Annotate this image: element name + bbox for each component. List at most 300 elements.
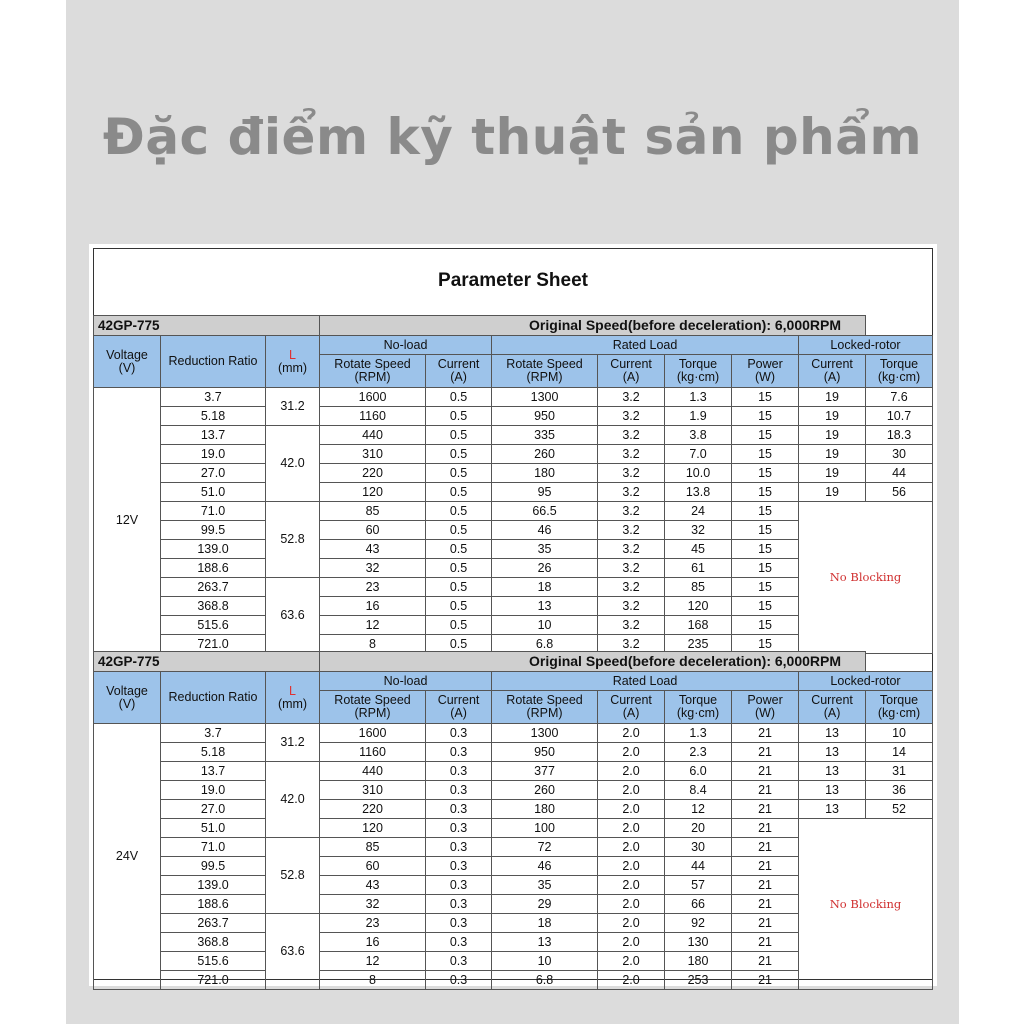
rated-power-cell: 21 [732, 933, 799, 952]
locked-torque-cell: 14 [866, 743, 933, 762]
rated-speed-cell: 29 [492, 895, 598, 914]
length-label: L [289, 683, 296, 698]
column-unit: (A) [823, 370, 841, 384]
noload-current-cell: 0.3 [426, 914, 492, 933]
rated-power-cell: 15 [732, 559, 799, 578]
page-title: Đặc điểm kỹ thuật sản phẩm [102, 108, 923, 166]
voltage-value: 24V [94, 724, 161, 990]
noload-current-cell: 0.3 [426, 933, 492, 952]
rated-torque-cell: 130 [665, 933, 732, 952]
noload-speed-cell: 85 [320, 502, 426, 521]
rated-load-header: Rated Load [492, 672, 799, 691]
table-row [94, 388, 933, 407]
noload-current-cell: 0.3 [426, 800, 492, 819]
column-unit: (W) [754, 370, 776, 384]
rated-torque-cell: 57 [665, 876, 732, 895]
rated-current-cell: 2.0 [598, 933, 665, 952]
original-speed: Original Speed(before deceleration): 6,000RPM [320, 652, 866, 672]
column-unit: (RPM) [354, 706, 391, 720]
model-name: 42GP-775 [94, 316, 320, 336]
rated-torque-cell: 1.3 [665, 388, 732, 407]
rated-speed-cell: 95 [492, 483, 598, 502]
voltage-label: Voltage [106, 347, 148, 362]
noload-speed-cell: 120 [320, 819, 426, 838]
noload-speed-cell: 1160 [320, 407, 426, 426]
noload-current-cell: 0.3 [426, 819, 492, 838]
length-cell: 52.8 [266, 838, 320, 914]
rated-speed-cell: 180 [492, 800, 598, 819]
table-row [94, 426, 933, 445]
rated-torque-cell: 253 [665, 971, 732, 990]
rated-current-cell: 2.0 [598, 876, 665, 895]
noload-speed-cell: 1600 [320, 388, 426, 407]
rated-current-cell: 2.0 [598, 914, 665, 933]
reduction-ratio-cell: 721.0 [161, 635, 266, 654]
noload-current-cell: 0.3 [426, 838, 492, 857]
rated-power-cell: 15 [732, 388, 799, 407]
column-label: Torque [678, 357, 718, 371]
table-row [94, 464, 933, 483]
noload-speed-cell: 12 [320, 616, 426, 635]
no-load-header: No-load [320, 672, 492, 691]
noload-current-cell: 0.5 [426, 521, 492, 540]
length-cell: 31.2 [266, 388, 320, 426]
reduction-ratio-header: Reduction Ratio [161, 672, 266, 724]
column-label: Current [610, 357, 652, 371]
column-unit: (kg·cm) [877, 370, 921, 384]
reduction-ratio-cell: 188.6 [161, 895, 266, 914]
table-row [94, 800, 933, 819]
rated-current-cell: 3.2 [598, 559, 665, 578]
locked-torque-cell: 10.7 [866, 407, 933, 426]
reduction-ratio-cell: 19.0 [161, 445, 266, 464]
noload-speed-cell: 23 [320, 914, 426, 933]
rated-torque-cell: 13.8 [665, 483, 732, 502]
locked-rotor-header: Locked-rotor [799, 336, 933, 355]
rated-torque-cell: 2.3 [665, 743, 732, 762]
table-row [94, 819, 933, 838]
locked-current-cell: 19 [799, 483, 866, 502]
rated-torque-cell: 61 [665, 559, 732, 578]
rated-current-cell: 3.2 [598, 426, 665, 445]
length-unit: (mm) [277, 360, 308, 375]
model-row [94, 316, 933, 336]
noload-speed-cell: 16 [320, 933, 426, 952]
rated-torque-cell: 66 [665, 895, 732, 914]
noload-current-cell: 0.5 [426, 407, 492, 426]
noload-speed-cell: 8 [320, 971, 426, 990]
no-load-header: No-load [320, 336, 492, 355]
parameter-table-12v [93, 315, 933, 654]
locked-current-cell: 13 [799, 743, 866, 762]
reduction-ratio-cell: 51.0 [161, 819, 266, 838]
column-unit: (RPM) [526, 706, 563, 720]
rated-rotate-speed-header [492, 355, 598, 388]
noload-speed-cell: 60 [320, 521, 426, 540]
column-label: Rotate Speed [506, 357, 583, 371]
noload-speed-cell: 23 [320, 578, 426, 597]
locked-current-cell: 19 [799, 388, 866, 407]
noload-speed-cell: 310 [320, 445, 426, 464]
table-row [94, 502, 933, 521]
rated-speed-cell: 335 [492, 426, 598, 445]
locked-torque-header [866, 355, 933, 388]
length-cell: 42.0 [266, 762, 320, 838]
voltage-header [94, 672, 161, 724]
rated-current-cell: 3.2 [598, 407, 665, 426]
locked-current-cell: 13 [799, 762, 866, 781]
reduction-ratio-cell: 368.8 [161, 597, 266, 616]
rated-current-cell: 3.2 [598, 540, 665, 559]
locked-torque-cell: 10 [866, 724, 933, 743]
noload-speed-cell: 8 [320, 635, 426, 654]
model-row [94, 652, 933, 672]
column-label: Current [811, 357, 853, 371]
column-label: Rotate Speed [334, 693, 411, 707]
voltage-value: 12V [94, 388, 161, 654]
length-cell: 31.2 [266, 724, 320, 762]
noload-current-cell: 0.5 [426, 578, 492, 597]
reduction-ratio-cell: 51.0 [161, 483, 266, 502]
noload-speed-cell: 120 [320, 483, 426, 502]
locked-current-cell: 13 [799, 781, 866, 800]
column-label: Current [610, 693, 652, 707]
rated-power-cell: 21 [732, 800, 799, 819]
noload-current-cell: 0.3 [426, 743, 492, 762]
rated-torque-cell: 20 [665, 819, 732, 838]
noload-speed-cell: 32 [320, 559, 426, 578]
original-speed: Original Speed(before deceleration): 6,000RPM [320, 316, 866, 336]
locked-current-cell: 13 [799, 724, 866, 743]
rated-torque-cell: 24 [665, 502, 732, 521]
noload-speed-cell: 60 [320, 857, 426, 876]
rated-torque-cell: 85 [665, 578, 732, 597]
rated-speed-cell: 10 [492, 616, 598, 635]
rated-speed-cell: 46 [492, 857, 598, 876]
rated-speed-cell: 100 [492, 819, 598, 838]
rated-torque-cell: 6.0 [665, 762, 732, 781]
rated-power-cell: 21 [732, 819, 799, 838]
rated-torque-cell: 235 [665, 635, 732, 654]
rated-current-cell: 3.2 [598, 578, 665, 597]
reduction-ratio-header: Reduction Ratio [161, 336, 266, 388]
rated-torque-cell: 32 [665, 521, 732, 540]
noload-current-cell: 0.5 [426, 540, 492, 559]
rated-current-cell: 2.0 [598, 724, 665, 743]
reduction-ratio-cell: 27.0 [161, 800, 266, 819]
noload-speed-cell: 220 [320, 800, 426, 819]
rated-power-cell: 21 [732, 971, 799, 990]
length-cell: 63.6 [266, 578, 320, 654]
locked-torque-cell: 30 [866, 445, 933, 464]
noload-current-header [426, 691, 492, 724]
noload-current-cell: 0.3 [426, 895, 492, 914]
rated-speed-cell: 18 [492, 914, 598, 933]
reduction-ratio-cell: 27.0 [161, 464, 266, 483]
reduction-ratio-cell: 721.0 [161, 971, 266, 990]
rated-speed-cell: 35 [492, 540, 598, 559]
length-header [266, 336, 320, 388]
noload-rotate-speed-header [320, 691, 426, 724]
locked-current-header [799, 691, 866, 724]
locked-rotor-header: Locked-rotor [799, 672, 933, 691]
noload-speed-cell: 16 [320, 597, 426, 616]
rated-power-cell: 21 [732, 743, 799, 762]
column-unit: (kg·cm) [676, 370, 720, 384]
rated-power-cell: 21 [732, 876, 799, 895]
rated-speed-cell: 260 [492, 781, 598, 800]
reduction-ratio-cell: 139.0 [161, 540, 266, 559]
rated-current-cell: 3.2 [598, 445, 665, 464]
noload-current-cell: 0.5 [426, 559, 492, 578]
table-row [94, 445, 933, 464]
noload-speed-cell: 310 [320, 781, 426, 800]
rated-torque-cell: 168 [665, 616, 732, 635]
noload-current-cell: 0.5 [426, 616, 492, 635]
rated-power-cell: 21 [732, 781, 799, 800]
column-label: Torque [879, 357, 919, 371]
rated-power-cell: 15 [732, 635, 799, 654]
rated-speed-cell: 26 [492, 559, 598, 578]
no-blocking-note: No Blocking [799, 502, 933, 654]
rated-current-header [598, 691, 665, 724]
noload-current-cell: 0.5 [426, 464, 492, 483]
rated-current-cell: 2.0 [598, 971, 665, 990]
rated-speed-cell: 377 [492, 762, 598, 781]
rated-speed-cell: 260 [492, 445, 598, 464]
locked-current-cell: 19 [799, 464, 866, 483]
rated-torque-cell: 120 [665, 597, 732, 616]
locked-torque-cell: 18.3 [866, 426, 933, 445]
rated-torque-cell: 44 [665, 857, 732, 876]
rated-torque-cell: 7.0 [665, 445, 732, 464]
reduction-ratio-cell: 515.6 [161, 616, 266, 635]
rated-load-header: Rated Load [492, 336, 799, 355]
rated-speed-cell: 18 [492, 578, 598, 597]
rated-power-cell: 15 [732, 464, 799, 483]
rated-current-cell: 3.2 [598, 388, 665, 407]
column-label: Torque [678, 693, 718, 707]
locked-torque-cell: 44 [866, 464, 933, 483]
reduction-ratio-cell: 263.7 [161, 578, 266, 597]
noload-current-cell: 0.3 [426, 971, 492, 990]
column-label: Current [437, 357, 480, 371]
rated-power-cell: 21 [732, 762, 799, 781]
rated-current-cell: 3.2 [598, 483, 665, 502]
reduction-ratio-cell: 368.8 [161, 933, 266, 952]
noload-speed-cell: 1600 [320, 724, 426, 743]
reduction-ratio-cell: 99.5 [161, 521, 266, 540]
rated-power-cell: 15 [732, 540, 799, 559]
rated-current-header [598, 355, 665, 388]
column-label: Current [437, 693, 480, 707]
no-blocking-note: No Blocking [799, 819, 933, 990]
rated-current-cell: 3.2 [598, 635, 665, 654]
column-unit: (W) [754, 706, 776, 720]
column-unit: (kg·cm) [676, 706, 720, 720]
length-cell: 52.8 [266, 502, 320, 578]
rated-power-cell: 15 [732, 407, 799, 426]
voltage-unit: (V) [118, 696, 136, 711]
rated-power-header [732, 355, 799, 388]
rated-current-cell: 2.0 [598, 857, 665, 876]
length-cell: 63.6 [266, 914, 320, 990]
rated-power-cell: 21 [732, 895, 799, 914]
noload-current-cell: 0.3 [426, 876, 492, 895]
rated-speed-cell: 950 [492, 743, 598, 762]
noload-speed-cell: 440 [320, 762, 426, 781]
rated-speed-cell: 13 [492, 597, 598, 616]
locked-torque-cell: 36 [866, 781, 933, 800]
rated-torque-cell: 12 [665, 800, 732, 819]
column-label: Rotate Speed [334, 357, 411, 371]
locked-current-cell: 19 [799, 426, 866, 445]
rated-current-cell: 3.2 [598, 502, 665, 521]
reduction-ratio-cell: 71.0 [161, 838, 266, 857]
noload-current-cell: 0.3 [426, 781, 492, 800]
rated-torque-cell: 10.0 [665, 464, 732, 483]
rated-current-cell: 2.0 [598, 895, 665, 914]
rated-torque-cell: 1.9 [665, 407, 732, 426]
noload-current-cell: 0.5 [426, 388, 492, 407]
rated-torque-cell: 92 [665, 914, 732, 933]
model-name: 42GP-775 [94, 652, 320, 672]
noload-current-cell: 0.3 [426, 857, 492, 876]
table-row [94, 781, 933, 800]
noload-current-cell: 0.5 [426, 502, 492, 521]
locked-torque-header [866, 691, 933, 724]
reduction-ratio-cell: 13.7 [161, 762, 266, 781]
reduction-ratio-cell: 99.5 [161, 857, 266, 876]
rated-speed-cell: 35 [492, 876, 598, 895]
rated-current-cell: 2.0 [598, 952, 665, 971]
rated-power-cell: 15 [732, 445, 799, 464]
noload-current-cell: 0.3 [426, 762, 492, 781]
noload-speed-cell: 220 [320, 464, 426, 483]
rated-speed-cell: 13 [492, 933, 598, 952]
length-unit: (mm) [277, 696, 308, 711]
rated-power-cell: 15 [732, 502, 799, 521]
noload-speed-cell: 1160 [320, 743, 426, 762]
noload-current-cell: 0.3 [426, 724, 492, 743]
column-unit: (A) [450, 706, 467, 720]
table-row [94, 483, 933, 502]
rated-speed-cell: 46 [492, 521, 598, 540]
rated-power-cell: 21 [732, 952, 799, 971]
rated-rotate-speed-header [492, 691, 598, 724]
column-unit: (A) [622, 370, 640, 384]
noload-speed-cell: 12 [320, 952, 426, 971]
rated-power-cell: 21 [732, 857, 799, 876]
noload-speed-cell: 43 [320, 876, 426, 895]
rated-torque-cell: 1.3 [665, 724, 732, 743]
rated-power-cell: 15 [732, 578, 799, 597]
table-row [94, 762, 933, 781]
length-header [266, 672, 320, 724]
reduction-ratio-cell: 19.0 [161, 781, 266, 800]
parameter-table-24v [93, 651, 933, 990]
noload-current-cell: 0.5 [426, 483, 492, 502]
reduction-ratio-cell: 3.7 [161, 388, 266, 407]
rated-torque-cell: 45 [665, 540, 732, 559]
reduction-ratio-cell: 263.7 [161, 914, 266, 933]
rated-power-cell: 21 [732, 838, 799, 857]
column-label: Current [811, 693, 853, 707]
voltage-label: Voltage [106, 683, 148, 698]
rated-current-cell: 3.2 [598, 464, 665, 483]
rated-torque-cell: 8.4 [665, 781, 732, 800]
rated-speed-cell: 66.5 [492, 502, 598, 521]
rated-current-cell: 3.2 [598, 521, 665, 540]
column-label: Rotate Speed [506, 693, 583, 707]
column-unit: (RPM) [526, 370, 563, 384]
rated-power-cell: 21 [732, 914, 799, 933]
rated-current-cell: 2.0 [598, 762, 665, 781]
locked-current-cell: 19 [799, 407, 866, 426]
locked-current-cell: 13 [799, 800, 866, 819]
reduction-ratio-cell: 13.7 [161, 426, 266, 445]
noload-speed-cell: 43 [320, 540, 426, 559]
column-unit: (A) [622, 706, 640, 720]
locked-torque-cell: 7.6 [866, 388, 933, 407]
rated-current-cell: 2.0 [598, 838, 665, 857]
noload-speed-cell: 32 [320, 895, 426, 914]
voltage-unit: (V) [118, 360, 136, 375]
noload-current-cell: 0.5 [426, 635, 492, 654]
rated-power-cell: 15 [732, 426, 799, 445]
reduction-ratio-cell: 5.18 [161, 743, 266, 762]
rated-power-header [732, 691, 799, 724]
locked-current-header [799, 355, 866, 388]
noload-current-cell: 0.5 [426, 597, 492, 616]
noload-rotate-speed-header [320, 355, 426, 388]
header-row-groups [94, 672, 933, 691]
rated-torque-cell: 30 [665, 838, 732, 857]
reduction-ratio-cell: 71.0 [161, 502, 266, 521]
reduction-ratio-cell: 188.6 [161, 559, 266, 578]
rated-current-cell: 2.0 [598, 800, 665, 819]
noload-current-header [426, 355, 492, 388]
column-unit: (RPM) [354, 370, 391, 384]
rated-speed-cell: 6.8 [492, 635, 598, 654]
noload-current-cell: 0.5 [426, 445, 492, 464]
column-label: Torque [879, 693, 919, 707]
rated-current-cell: 3.2 [598, 616, 665, 635]
rated-torque-cell: 3.8 [665, 426, 732, 445]
rated-power-cell: 15 [732, 616, 799, 635]
rated-torque-header [665, 355, 732, 388]
rated-speed-cell: 1300 [492, 388, 598, 407]
rated-speed-cell: 950 [492, 407, 598, 426]
reduction-ratio-cell: 139.0 [161, 876, 266, 895]
locked-torque-cell: 56 [866, 483, 933, 502]
sheet-title: Parameter Sheet [438, 270, 588, 291]
rated-power-cell: 15 [732, 483, 799, 502]
table-row [94, 724, 933, 743]
voltage-header [94, 336, 161, 388]
rated-speed-cell: 10 [492, 952, 598, 971]
table-row [94, 407, 933, 426]
table-row [94, 743, 933, 762]
column-unit: (A) [450, 370, 467, 384]
length-cell: 42.0 [266, 426, 320, 502]
rated-speed-cell: 72 [492, 838, 598, 857]
length-label: L [289, 347, 296, 362]
header-row-groups [94, 336, 933, 355]
noload-speed-cell: 85 [320, 838, 426, 857]
column-unit: (kg·cm) [877, 706, 921, 720]
locked-current-cell: 19 [799, 445, 866, 464]
